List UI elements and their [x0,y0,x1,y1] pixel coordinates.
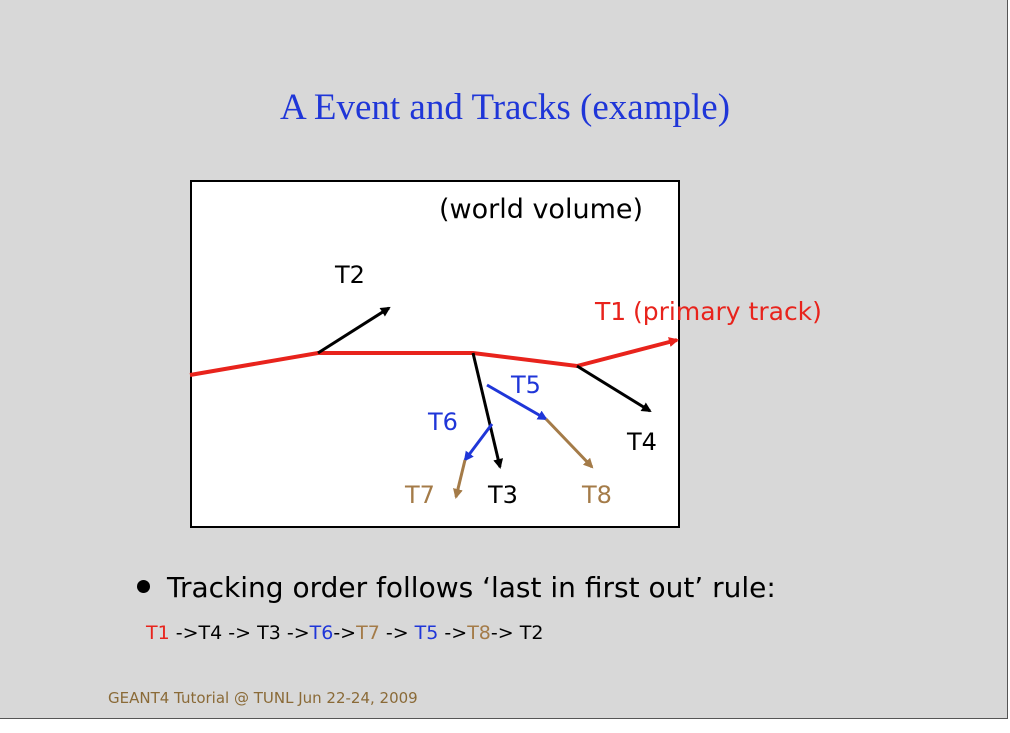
label-t3: T3 [488,481,518,509]
label-t8: T8 [582,481,612,509]
bullet-dot [137,580,150,593]
bullet-text: Tracking order follows ‘last in first out’ rule: [167,571,776,604]
label-t1: T1 [595,297,627,326]
slide-title: A Event and Tracks (example) [279,87,731,128]
order-segment: -> [438,622,468,644]
order-segment: -> [490,622,520,644]
label-t6: T6 [428,408,458,436]
order-segment: -> [169,622,199,644]
world-volume-label: (world volume) [439,194,644,225]
order-segment: T4 [198,622,223,644]
order-segment: T8 [467,622,491,644]
order-segment: -> [222,622,258,644]
order-segment: -> [379,622,415,644]
order-segment: -> [280,622,310,644]
footer: GEANT4 Tutorial @ TUNL Jun 22-24, 2009 [108,689,418,707]
order-segment: T3 [257,622,281,644]
track-t1-primary [190,340,677,375]
track-t4 [577,366,650,411]
track-t3 [473,353,500,467]
order-segment: T5 [414,622,439,644]
order-segment: T6 [309,622,334,644]
order-segment: T1 [146,622,170,644]
track-t7 [456,460,465,497]
label-t2: T2 [335,261,365,289]
track-t6 [465,424,492,460]
label-t7: T7 [405,481,435,509]
label-t5: T5 [511,371,541,399]
order-segment: T7 [356,622,380,644]
label-t4: T4 [627,428,657,456]
track-t2 [318,308,389,353]
order-segment: T2 [519,622,544,644]
track-t8 [546,419,592,467]
tracking-order [146,622,543,644]
label-t1-primary-note: (primary track) [633,297,822,326]
order-segment: -> [333,622,357,644]
